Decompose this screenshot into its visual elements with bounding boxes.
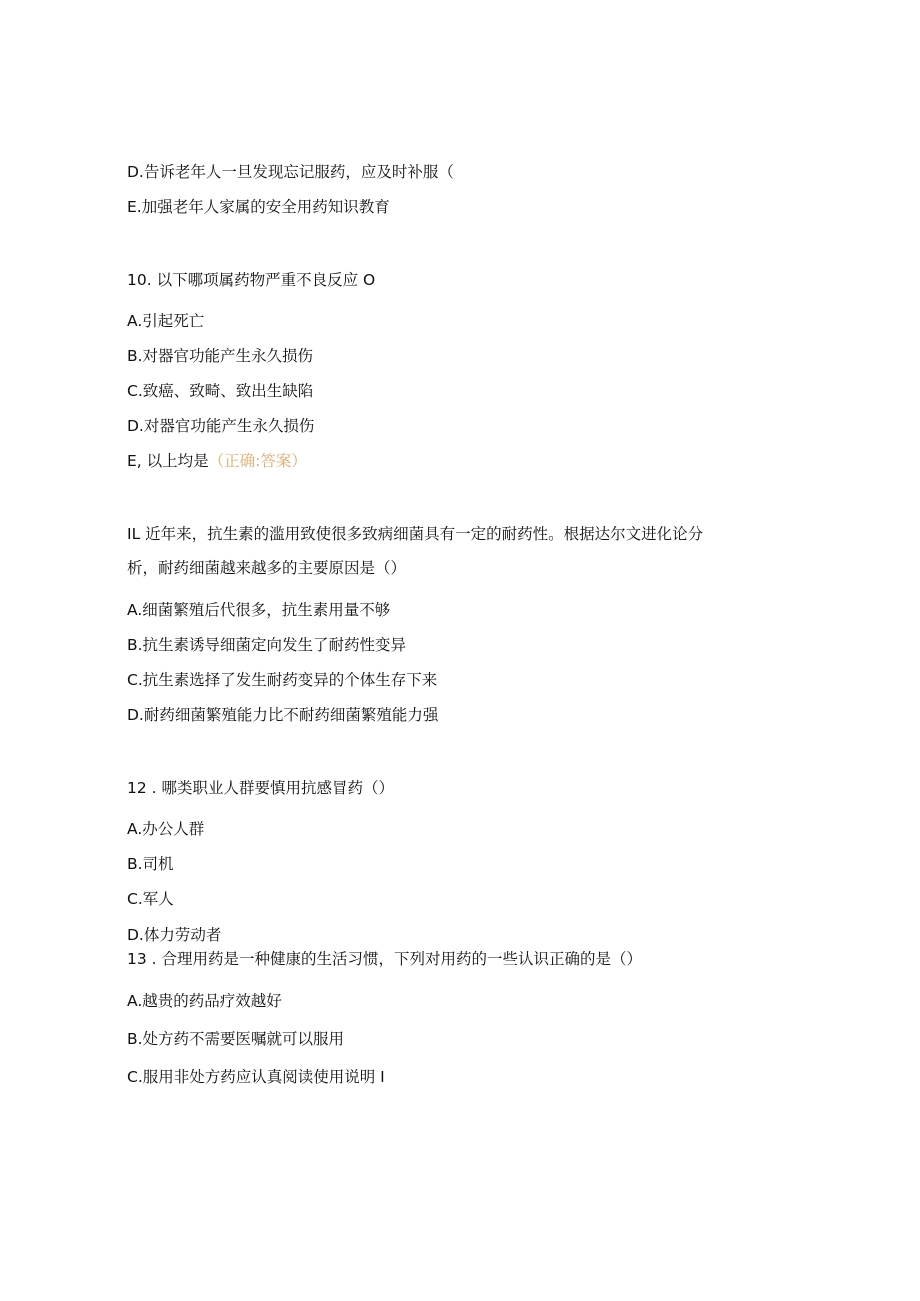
q12-option-d: D.体力劳动者 bbox=[127, 926, 222, 944]
q11-option-d: D.耐药细菌繁殖能力比不耐药细菌繁殖能力强 bbox=[127, 706, 439, 724]
q12-option-c: C.军人 bbox=[127, 890, 174, 908]
q11-stem-line2: 析，耐药细菌越来越多的主要原因是（） bbox=[127, 559, 407, 577]
q12-option-b: B.司机 bbox=[127, 855, 174, 873]
q10-stem: 10. 以下哪项属药物严重不良反应 O bbox=[127, 271, 376, 289]
q12-option-a: A.办公人群 bbox=[127, 820, 205, 838]
correct-answer-mark: （正确:答案） bbox=[208, 452, 307, 470]
q12-stem: 12 . 哪类职业人群要慎用抗感冒药（） bbox=[127, 779, 395, 797]
q11-option-b: B.抗生素诱导细菌定向发生了耐药性变异 bbox=[127, 636, 407, 654]
q11-option-a: A.细菌繁殖后代很多，抗生素用量不够 bbox=[127, 601, 391, 619]
q10-option-b: B.对器官功能产生永久损伤 bbox=[127, 347, 314, 365]
q11-option-c: C.抗生素选择了发生耐药变异的个体生存下来 bbox=[127, 671, 438, 689]
q10-option-c: C.致癌、致畸、致出生缺陷 bbox=[127, 382, 314, 400]
q9-option-e: E.加强老年人家属的安全用药知识教育 bbox=[127, 198, 390, 216]
q10-option-e-text: E, 以上均是 bbox=[127, 452, 209, 470]
q10-option-d: D.对器官功能产生永久损伤 bbox=[127, 417, 315, 435]
q9-option-d: D.告诉老年人一旦发现忘记服药，应及时补服（ bbox=[127, 163, 454, 181]
q10-option-a: A.引起死亡 bbox=[127, 312, 205, 330]
q13-option-c: C.服用非处方药应认真阅读使用说明 I bbox=[127, 1068, 385, 1086]
q13-option-b: B.处方药不需要医嘱就可以服用 bbox=[127, 1030, 345, 1048]
q10-option-e bbox=[127, 451, 307, 471]
q13-option-a: A.越贵的药品疗效越好 bbox=[127, 992, 282, 1010]
q11-stem-line1: IL 近年来，抗生素的滥用致使很多致病细菌具有一定的耐药性。根据达尔文进化论分 bbox=[127, 525, 704, 543]
q13-stem: 13 . 合理用药是一种健康的生活习惯，下列对用药的一些认识正确的是（） bbox=[127, 950, 643, 968]
